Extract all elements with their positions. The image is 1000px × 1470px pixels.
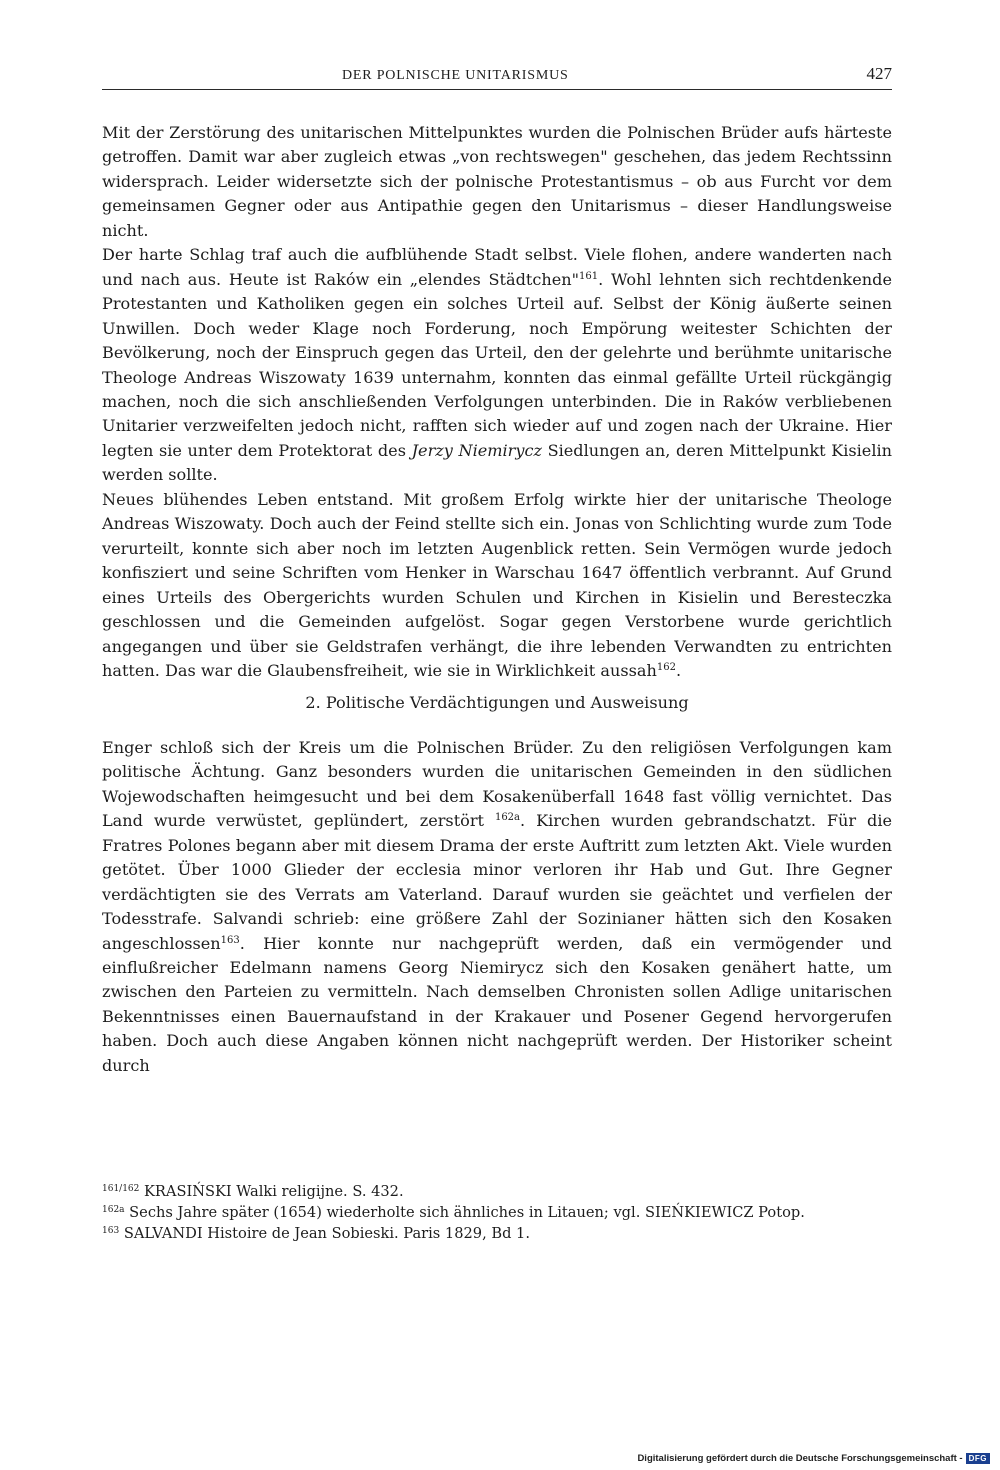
footnote-ref-163: 163 [220,934,240,946]
dfg-logo: DFG [966,1453,990,1464]
footnote-ref-162: 162 [656,661,676,673]
footnote-163 [102,1223,892,1244]
footnote-text: KRASIŃSKI Walki religijne. S. 432. [139,1183,404,1200]
footnote-mark: 163 [102,1226,120,1236]
footnote-162a [102,1202,892,1223]
footnote-ref-161: 161 [579,270,599,282]
section-heading: 2. Politische Verdächtigungen und Ausweisung [305,693,689,713]
paragraph-3-text-a: Neues blühendes Leben entstand. Mit großem Erfolg wirkte hier der unitarische Theologe Andreas Wiszowaty. Doch auch der Feind stellte sich ein. Jonas von Schlichting wurde zum Tode verurteilt, konnte sich aber noch im letzten Augenblick retten. Sein Vermögen wurde jedoch konfisziert und seine Schriften vom Henker in Warschau 1647 öffentlich verbrannt. Auf Grund eines Urteils des Obergerichts wurden Schulen und Kirchen in Kisielin und Beresteczka geschlossen und die Gemeinden aufgelöst. Sogar gegen Verstorbene wurde gerichtlich angegangen und über sie Geldstrafen verhängt, die ihre lebenden Verwandten zu entrichten hatten. Das war die Glaubensfreiheit, wie sie in Wirklichkeit aussah [102,489,892,680]
paragraph-4 [102,736,892,1078]
italic-name: Jerzy Niemirycz [411,440,542,460]
footnote-mark: 161/162 [102,1184,140,1194]
paragraph-4-text-c: . Hier konnte nur nachgeprüft werden, daß ein vermögender und einflußreicher Edelmann namens Georg Niemirycz sich den Kosaken genähert hatte, um zwischen den Parteien zu vermitteln. Nach demselben Chronisten sollen Adlige unitarischen Bekenntnisses einen Bauernaufstand in der Krakauer und Posener Gegend hervorgerufen haben. Doch auch diese Angaben können nicht nachgeprüft werden. Der Historiker scheint durch [102,933,892,1075]
paragraph-2-text-c: Siedlungen an, deren Mittelpunkt Kisielin werden sollte. [102,440,892,485]
footnote-text: Sechs Jahre später (1654) wiederholte sich ähnliches in Litauen; vgl. SIEŃKIEWICZ Potop. [124,1204,805,1221]
page-header [102,62,892,92]
paragraph-2 [102,243,892,488]
body-text [102,121,892,1078]
footnote-text: SALVANDI Histoire de Jean Sobieski. Paris 1829, Bd 1. [119,1225,530,1242]
paragraph-2-text-b: . Wohl lehnten sich rechtdenkende Protestanten und Katholiken gegen ein solches Urteil auf. Selbst der König äußerte seinen Unwillen. Doch weder Klage noch Forderung, noch Empörung weitester Schichten der Bevölkerung, noch der Einspruch gegen das Urteil, den der gelehrte und berühmte unitarische Theologe Andreas Wiszowaty 1639 unternahm, konnten das einmal gefällte Urteil rückgängig machen, noch die sich anschließenden Verfolgungen unterbinden. Die in Raków verbliebenen Unitarier verzweifelten jedoch nicht, rafften sich wieder auf und zogen nach der Ukraine. Hier legten sie unter dem Protektorat des [102,269,892,460]
credit-text: Digitalisierung gefördert durch die Deutsche Forschungsgemeinschaft - [637,1452,963,1464]
footnotes [102,1181,892,1244]
paragraph-3-text-b: . [675,660,682,680]
paragraph-4-text-a: Enger schloß sich der Kreis um die Polnischen Brüder. Zu den religiösen Verfolgungen kam politische Ächtung. Ganz besonders wurden die unitarischen Gemeinden in den südlichen Wojewodschaften heimgesucht und bei dem Kosakenüberfall 1648 fast völlig vernichtet. Das Land wurde verwüstet, geplündert, zerstört [102,737,892,831]
paragraph-3 [102,488,892,684]
paragraph-1 [102,121,892,243]
running-head: DER POLNISCHE UNITARISMUS [342,68,569,83]
digitization-credit [637,1450,990,1466]
paragraph-4-text-b: . Kirchen wurden gebrandschatzt. Für die Fratres Polones begann aber mit diesem Drama der erste Auftritt zum letzten Akt. Viele wurden getötet. Über 1000 Glieder der ecclesia minor verloren ihr Hab und Gut. Ihre Gegner verdächtigten sie des Verrats am Vaterland. Darauf wurden sie geächtet und verfielen der Todesstrafe. Salvandi schrieb: eine größere Zahl der Sozinianer hätten sich den Kosaken angeschlossen [102,811,892,953]
footnote-161-162 [102,1181,892,1202]
paragraph-2-text-a: Der harte Schlag traf auch die aufblühende Stadt selbst. Viele flohen, andere wanderten nach und nach aus. Heute ist Raków ein „elendes Städtchen" [102,245,892,289]
page-number: 427 [866,64,892,83]
paragraph-1-text: Mit der Zerstörung des unitarischen Mittelpunktes wurden die Polnischen Brüder aufs härteste getroffen. Damit war aber zugleich etwas „von rechtswegen" geschehen, das jedem Rechtssinn widersprach. Leider widersetzte sich der polnische Protestantismus – ob aus Furcht vor dem gemeinsamen Gegner oder aus Antipathie gegen den Unitarismus – dieser Handlungsweise nicht. [102,123,892,240]
header-rule [102,89,892,90]
footnote-ref-162a: 162a [494,812,521,824]
footnote-mark: 162a [102,1205,125,1215]
